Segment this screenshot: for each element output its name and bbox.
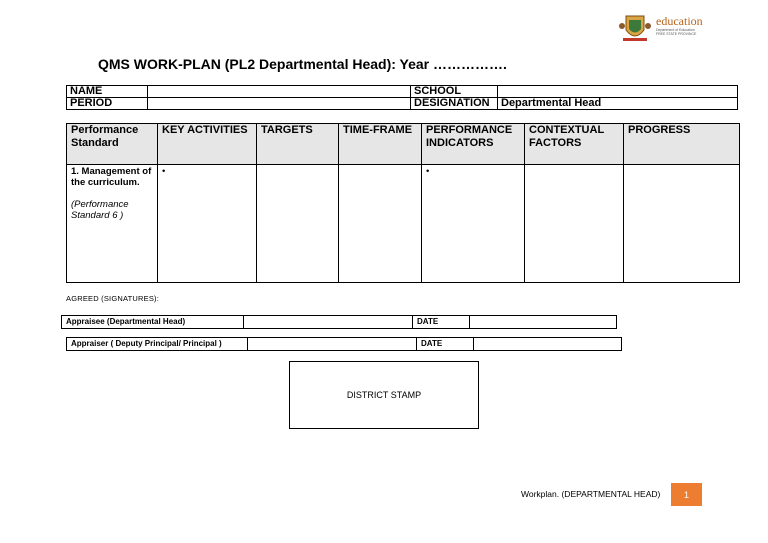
name-label: NAME xyxy=(67,86,148,98)
appraisee-label: Appraisee (Departmental Head) xyxy=(62,316,244,329)
appraisee-signature-field[interactable] xyxy=(244,316,413,329)
school-field[interactable] xyxy=(498,86,738,98)
coat-of-arms-icon xyxy=(618,12,652,44)
header-targets: TARGETS xyxy=(257,124,339,165)
period-field[interactable] xyxy=(148,98,411,110)
progress-cell[interactable] xyxy=(624,165,740,283)
header-contextual-factors: CONTEXTUAL FACTORS xyxy=(525,124,624,165)
bullet: • xyxy=(162,166,166,177)
header-progress: PROGRESS xyxy=(624,124,740,165)
standard-title: 1. Management of the curriculum. xyxy=(71,166,152,188)
page-title: QMS WORK-PLAN (PL2 Departmental Head): Year ……………. xyxy=(98,56,507,72)
footer-text: Workplan. (DEPARTMENTAL HEAD) xyxy=(521,489,661,499)
name-field[interactable] xyxy=(148,86,411,98)
header-performance-indicators: PERFORMANCE INDICATORS xyxy=(422,124,525,165)
designation-value[interactable]: Departmental Head xyxy=(498,98,738,110)
appraisee-date-field[interactable] xyxy=(470,316,617,329)
workplan-header-row xyxy=(67,124,740,165)
header-performance-standard: Performance Standard xyxy=(67,124,158,165)
contextual-factors-cell[interactable] xyxy=(525,165,624,283)
appraiser-signature-table xyxy=(66,337,622,351)
appraiser-date-field[interactable] xyxy=(474,338,622,351)
agreed-signatures-label: AGREED (SIGNATURES): xyxy=(66,294,160,303)
table-row xyxy=(67,165,740,283)
appraiser-signature-field[interactable] xyxy=(248,338,417,351)
performance-indicators-cell[interactable] xyxy=(422,165,525,283)
info-table xyxy=(66,85,738,110)
performance-standard-cell xyxy=(67,165,158,283)
education-logo xyxy=(618,12,704,46)
designation-label: DESIGNATION xyxy=(411,98,498,110)
standard-note: (Performance Standard 6 ) xyxy=(71,199,129,221)
targets-cell[interactable] xyxy=(257,165,339,283)
logo-wordmark: education xyxy=(656,14,703,28)
page-number: 1 xyxy=(683,489,689,500)
district-stamp-box xyxy=(289,361,479,429)
header-time-frame: TIME-FRAME xyxy=(339,124,422,165)
key-activities-cell[interactable] xyxy=(158,165,257,283)
appraisee-date-label: DATE xyxy=(413,316,470,329)
appraiser-label: Appraiser ( Deputy Principal/ Principal ) xyxy=(67,338,248,351)
page-number-badge xyxy=(671,483,702,506)
workplan-table xyxy=(66,123,740,283)
appraiser-date-label: DATE xyxy=(417,338,474,351)
logo-subtitle: Department of Education FREE STATE PROVINCE xyxy=(656,28,697,36)
period-label: PERIOD xyxy=(67,98,148,110)
district-stamp-label: DISTRICT STAMP xyxy=(346,390,422,400)
bullet: • xyxy=(426,166,430,177)
header-key-activities: KEY ACTIVITIES xyxy=(158,124,257,165)
appraisee-signature-table xyxy=(61,315,617,329)
time-frame-cell[interactable] xyxy=(339,165,422,283)
school-label: SCHOOL xyxy=(411,86,498,98)
